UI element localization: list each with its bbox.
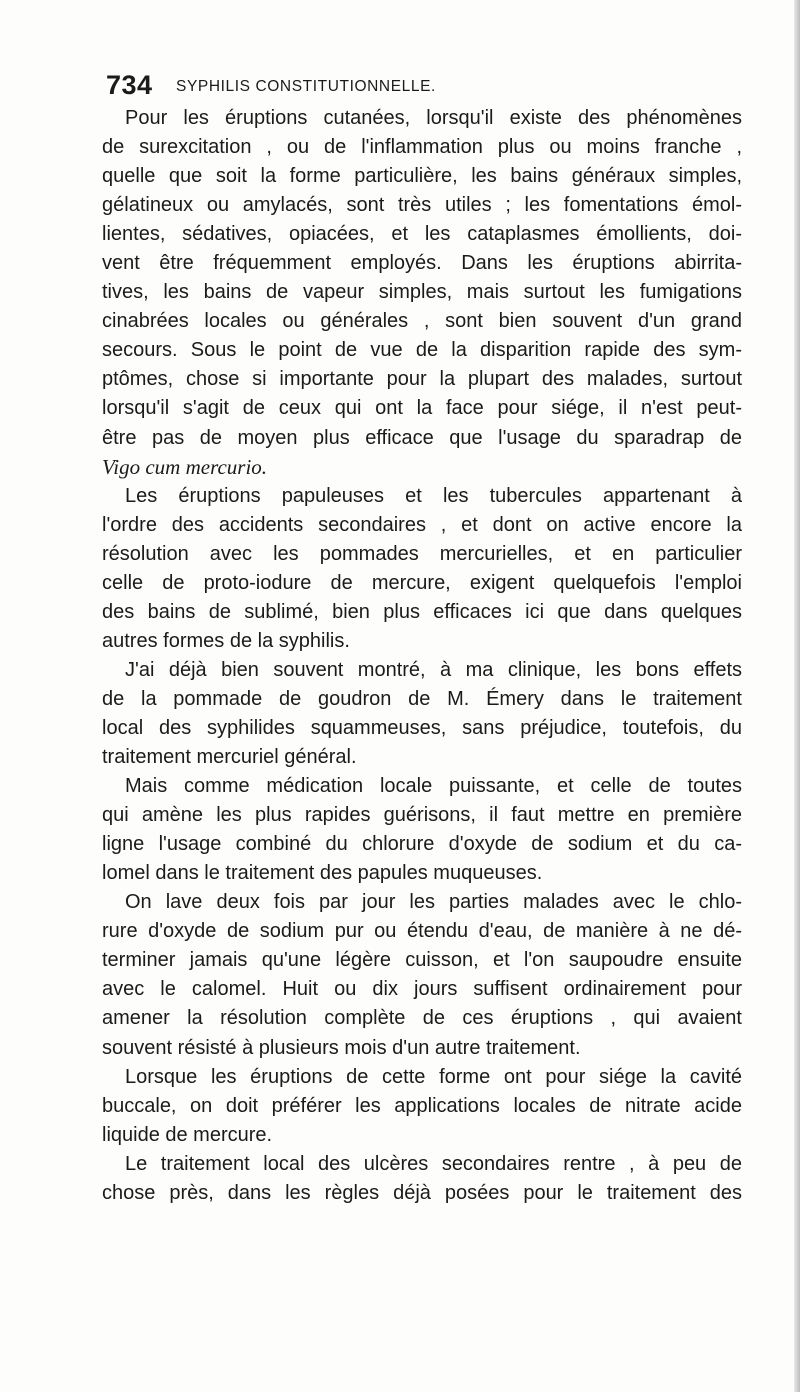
text-line: gélatineux ou amylacés, sont très utiles ; les fomentations émol- [102, 194, 742, 217]
text-line: Mais comme médication locale puissante, et celle de toutes [125, 775, 742, 798]
text-line: résolution avec les pommades mercurielles, et en particulier [102, 542, 742, 565]
text-line: souvent résisté à plusieurs mois d'un autre traitement. [102, 1036, 581, 1059]
page-number: 734 [106, 70, 153, 100]
text-line: buccale, on doit préférer les applications locales de nitrate acide [102, 1094, 742, 1117]
text-line: traitement mercuriel général. [102, 746, 357, 769]
text-line: lomel dans le traitement des papules muqueuses. [102, 862, 543, 885]
text-line: vent être fréquemment employés. Dans les éruptions abirrita- [102, 252, 742, 275]
text-line: local des syphilides squammeuses, sans préjudice, toutefois, du [102, 716, 742, 739]
text-line: Vigo cum mercurio. [102, 454, 268, 479]
text-line: ligne l'usage combiné du chlorure d'oxyde de sodium et du ca- [102, 833, 742, 856]
text-line: cinabrées locales ou générales , sont bien souvent d'un grand [102, 310, 742, 333]
text-line: Pour les éruptions cutanées, lorsqu'il existe des phénomènes [125, 107, 742, 129]
text-line: J'ai déjà bien souvent montré, à ma clinique, les bons effets [125, 658, 742, 681]
text-line: des bains de sublimé, bien plus efficaces ici que dans quelques [102, 600, 742, 623]
text-line: lientes, sédatives, opiacées, et les cataplasmes émollients, doi- [102, 223, 742, 246]
text-line: Lorsque les éruptions de cette forme ont pour siége la cavité [125, 1065, 742, 1088]
text-line: rure d'oxyde de sodium pur ou étendu d'eau, de manière à ne dé- [102, 920, 742, 943]
text-line: amener la résolution complète de ces éruptions , qui avaient [102, 1007, 742, 1030]
text-line: Les éruptions papuleuses et les tubercules appartenant à [125, 484, 742, 507]
body-text [102, 104, 742, 1208]
text-line: de surexcitation , ou de l'inflammation plus ou moins franche , [102, 136, 742, 159]
text-line: liquide de mercure. [102, 1123, 273, 1146]
text-line: lorsqu'il s'agit de ceux qui ont la face pour siége, il n'est peut- [102, 397, 742, 420]
text-line: secours. Sous le point de vue de la disparition rapide des sym- [102, 339, 742, 362]
text-line: être pas de moyen plus efficace que l'usage du sparadrap de [102, 426, 742, 449]
text-line: l'ordre des accidents secondaires , et dont on active encore la [102, 513, 742, 536]
page-header [106, 70, 766, 106]
text-line: celle de proto-iodure de mercure, exigent quelquefois l'emploi [102, 571, 742, 594]
text-line: terminer jamais qu'une légère cuisson, et l'on saupoudre ensuite [102, 949, 742, 972]
text-line: chose près, dans les règles déjà posées pour le traitement des [102, 1181, 742, 1204]
running-title: SYPHILIS CONSTITUTIONNELLE. [176, 78, 436, 95]
text-line: On lave deux fois par jour les parties malades avec le chlo- [125, 891, 742, 914]
text-line: tives, les bains de vapeur simples, mais surtout les fumigations [102, 281, 742, 304]
page-edge-shadow [794, 0, 800, 1392]
text-line: quelle que soit la forme particulière, les bains généraux simples, [102, 165, 742, 188]
text-line: avec le calomel. Huit ou dix jours suffisent ordinairement pour [102, 978, 742, 1001]
text-line: ptômes, chose si importante pour la plupart des malades, surtout [102, 368, 742, 391]
text-line: autres formes de la syphilis. [102, 629, 350, 652]
text-line: de la pommade de goudron de M. Émery dans le traitement [102, 687, 742, 710]
text-line: qui amène les plus rapides guérisons, il faut mettre en première [102, 804, 742, 827]
text-line: Le traitement local des ulcères secondaires rentre , à peu de [125, 1152, 742, 1175]
